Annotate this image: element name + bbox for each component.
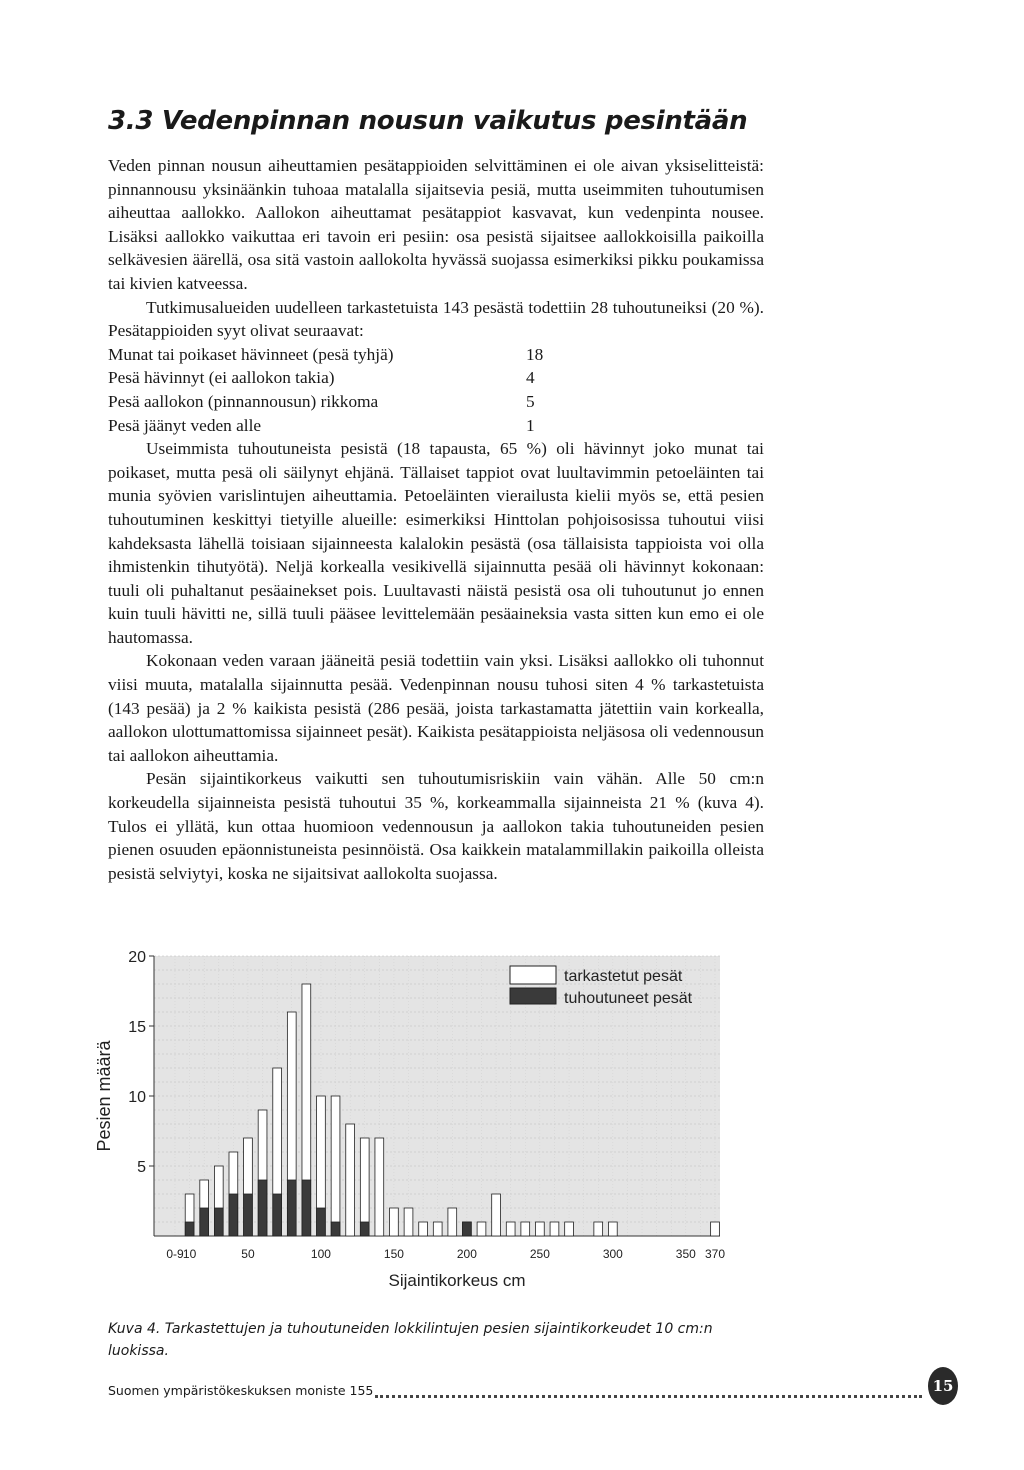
- paragraph: Tutkimusalueiden uudelleen tarkastetuista 143 pesästä todettiin 28 tuhoutuneiksi (20 %). Pesätappioiden syyt olivat seuraavat:: [108, 297, 764, 341]
- x-tick-label: 300: [602, 1247, 623, 1261]
- loss-cause-label: Pesä jäänyt veden alle: [108, 415, 262, 435]
- legend-swatch-inspected: [510, 966, 556, 984]
- nest-height-bar-chart: [70, 940, 750, 1300]
- bar-inspected: [448, 1208, 457, 1236]
- bar-destroyed: [331, 1222, 340, 1236]
- bar-destroyed: [317, 1208, 326, 1236]
- loss-causes-list: [108, 343, 764, 437]
- x-tick-label: 0-9: [166, 1247, 184, 1261]
- bar-inspected: [390, 1208, 399, 1236]
- loss-cause-count: 4: [526, 368, 535, 388]
- paragraph: Useimmista tuhoutuneista pesistä (18 tapausta, 65 %) oli hävinnyt joko munat tai poikaset, mutta pesä oli säilynyt ehjänä. Tällaiset tappiot ovat luultavimmin petoeläinten tai munia syövien varislintujen aiheuttamia. Petoeläinten vierailusta kielii myös se, että pesien tuhoutuminen keskittyi tietyille alueille: esimerkiksi Hinttolan pohjoisosissa tuhoutui viisi kahdeksasta lähellä toisiaan sijainneesta kalalokin pesästä (osa tällaisista tappioista voi olla ihmistenkin tihutyötä). Neljä korkealla vesikivellä sijainnutta pesää oli hävinnyt kokonaan: tuuli oli puhaltanut pesäainekset pois. Luultavasti näistä pesistä osa oli tuhoutunut jo ennen kuin tuuli hävitti ne, sillä tuuli pääsee levittelemään pesäaineksia vasta sitten kun emo ei ole hautomassa.: [108, 439, 764, 647]
- bar-inspected: [506, 1222, 515, 1236]
- bar-destroyed: [360, 1222, 369, 1236]
- legend-swatch-destroyed: [510, 988, 556, 1004]
- bar-inspected: [535, 1222, 544, 1236]
- loss-cause-label: Munat tai poikaset hävinneet (pesä tyhjä): [108, 344, 394, 364]
- bar-destroyed: [214, 1208, 223, 1236]
- bar-destroyed: [287, 1180, 296, 1236]
- bar-inspected: [404, 1208, 413, 1236]
- x-tick-label: 50: [241, 1247, 255, 1261]
- bar-inspected: [550, 1222, 559, 1236]
- loss-cause-row: [108, 414, 764, 438]
- y-tick-label: 5: [137, 1159, 146, 1176]
- y-tick-label: 10: [128, 1089, 146, 1106]
- x-tick-label: 370: [704, 1247, 726, 1261]
- y-tick-label: 20: [128, 949, 146, 966]
- loss-cause-count: 18: [526, 344, 544, 364]
- bar-inspected: [360, 1138, 369, 1236]
- bar-destroyed: [229, 1194, 238, 1236]
- x-tick-label: 250: [529, 1247, 550, 1261]
- page-number-badge: 15: [928, 1367, 958, 1405]
- bar-inspected: [433, 1222, 442, 1236]
- bar-inspected: [346, 1124, 355, 1236]
- bar-inspected: [711, 1222, 720, 1236]
- x-tick-label: 100: [310, 1247, 331, 1261]
- loss-cause-row: [108, 343, 764, 367]
- figure-caption: Kuva 4. Tarkastettujen ja tuhoutuneiden lokkilintujen pesien sijaintikorkeudet 10 cm:n luokissa.: [108, 1321, 713, 1359]
- bar-destroyed: [258, 1180, 267, 1236]
- paragraph: Pesän sijaintikorkeus vaikutti sen tuhoutumisriskiin vain vähän. Alle 50 cm:n korkeudella sijainneista pesistä tuhoutui 35 %, korkeammalla sijainneista 21 % (kuva 4). Tulos ei yllätä, kun ottaa huomioon vedennousun ja aallokon takia tuhoutuneiden pesien pienen osuuden epäonnistuneista pesinnöistä. Osa kaikkein matalammillakin paikoilla olleista pesistä selviytyi, koska ne sijaitsivat aallokolta suojassa.: [108, 769, 764, 883]
- legend-label-destroyed: tuhoutuneet pesät: [564, 990, 693, 1007]
- figure-nest-heights: [70, 940, 750, 1305]
- loss-cause-label: Pesä aallokon (pinnannousun) rikkoma: [108, 391, 379, 411]
- page-footer: [108, 1375, 928, 1405]
- y-axis-label: Pesien määrä: [94, 1040, 114, 1152]
- x-tick-label: 200: [456, 1247, 477, 1261]
- bar-destroyed: [273, 1194, 282, 1236]
- legend-label-inspected: tarkastetut pesät: [564, 968, 683, 985]
- x-tick-label: 350: [675, 1247, 696, 1261]
- bar-destroyed: [302, 1180, 311, 1236]
- bar-inspected: [492, 1194, 501, 1236]
- bar-inspected: [521, 1222, 530, 1236]
- paragraph: Kokonaan veden varaan jääneitä pesiä todettiin vain yksi. Lisäksi aallokko oli tuhonnut viisi muuta, matalalla sijainnutta pesää. Vedenpinnan nousu tuhosi siten 4 % tarkastetuista (143 pesää) ja 2 % kaikista pesistä (286 pesää, joista tarkastamatta jätettiin vain korkealla, aallokon ulottumattomissa sijainneet pesät). Kaikista pesätappioista neljäsosa oli vedennousun tai aallokon aiheuttamia.: [108, 651, 764, 765]
- bar-destroyed: [185, 1222, 194, 1236]
- loss-cause-label: Pesä hävinnyt (ei aallokon takia): [108, 368, 335, 388]
- paragraph: Veden pinnan nousun aiheuttamien pesätappioiden selvittäminen ei ole aivan yksiselitteistä: pinnannousu yksinäänkin tuhoaa matalalla sijaitsevia pesiä, mutta useimmiten tuhoutumisen aiheuttaa aallokko. Aallokon aiheuttamat pesätappiot kasvavat, kun vedenpinta nousee. Lisäksi aallokko vaikuttaa eri tavoin eri pesiin: osa pesistä sijaitsee aallokkoisilla paikoilla selkävesien äärellä, osa sitä vastoin aallokolta hyvässä suojassa esimerkiksi pikku poukamissa tai kivien katveessa.: [108, 156, 764, 293]
- loss-cause-count: 1: [526, 415, 535, 435]
- bar-inspected: [419, 1222, 428, 1236]
- loss-cause-row: [108, 366, 764, 390]
- x-axis-label: Sijaintikorkeus cm: [388, 1271, 526, 1290]
- bar-inspected: [477, 1222, 486, 1236]
- loss-cause-count: 5: [526, 391, 535, 411]
- bar-inspected: [594, 1222, 603, 1236]
- y-tick-label: 15: [128, 1019, 146, 1036]
- bar-inspected: [608, 1222, 617, 1236]
- publication-name: Suomen ympäristökeskuksen moniste 155: [108, 1382, 374, 1398]
- loss-cause-row: [108, 390, 764, 414]
- bar-destroyed: [200, 1208, 209, 1236]
- x-tick-label: 10: [182, 1247, 197, 1261]
- x-tick-label: 150: [383, 1247, 404, 1261]
- bar-inspected: [331, 1096, 340, 1236]
- bar-destroyed: [463, 1222, 472, 1236]
- bar-inspected: [375, 1138, 384, 1236]
- article-body: [108, 154, 764, 885]
- bar-destroyed: [244, 1194, 253, 1236]
- bar-inspected: [565, 1222, 574, 1236]
- section-heading: 3.3 Vedenpinnan nousun vaikutus pesintään: [108, 106, 748, 136]
- footer-dotted-leader: [375, 1383, 922, 1398]
